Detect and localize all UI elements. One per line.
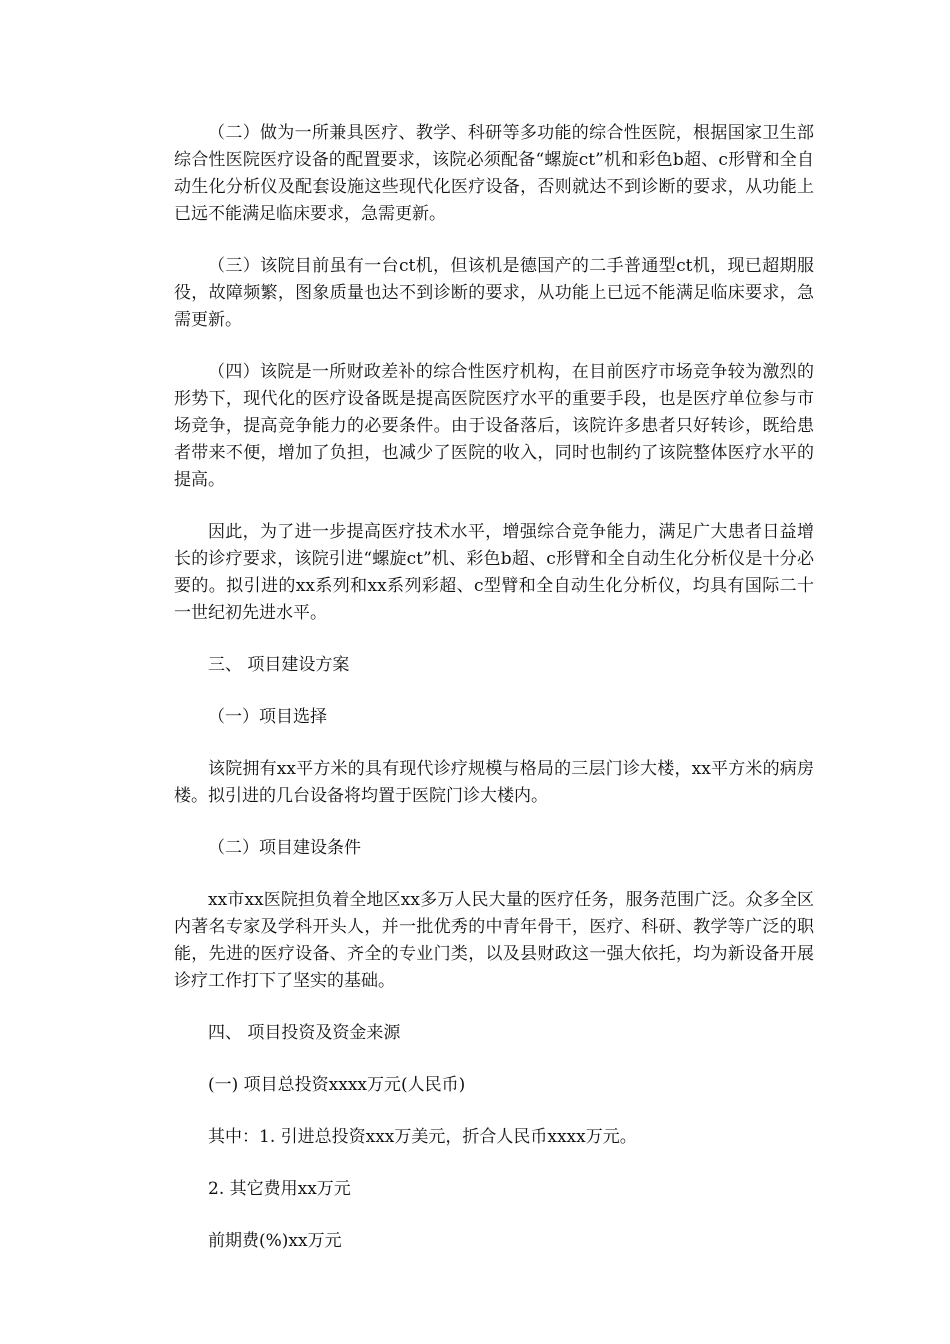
heading-construction-conditions: （二）项目建设条件 bbox=[208, 838, 361, 858]
paragraph-section-4: （四）该院是一所财政差补的综合性医疗机构，在目前医疗市场竞争较为激烈的形势下，现代化的医疗设备既是提高医院医疗水平的重要手段，也是医疗单位参与市场竞争，提高竞争能力的必要条件。由于设备落后，该院许多患者只好转诊，既给患者带来不便，增加了负担，也减少了医院的收入，同时也制约了该院整体医疗水平的提高。 bbox=[174, 362, 814, 490]
paragraph-project-selection: 该院拥有xx平方米的具有现代诊疗规模与格局的三层门诊大楼，xx平方米的病房楼。拟引进的几台设备将均置于医院门诊大楼内。 bbox=[174, 759, 814, 806]
paragraph-section-2: （二）做为一所兼具医疗、教学、科研等多功能的综合性医院，根据国家卫生部综合性医院医疗设备的配置要求，该院必须配备“螺旋ct”机和彩色b超、c形臂和全自动生化分析仪及配套设施这些现代化医疗设备，否则就达不到诊断的要求，从功能上已远不能满足临床要求，急需更新。 bbox=[174, 123, 814, 224]
heading-project-selection: （一）项目选择 bbox=[208, 707, 327, 727]
heading-investment: 四、 项目投资及资金来源 bbox=[208, 1023, 401, 1043]
paragraph-conclusion: 因此，为了进一步提高医疗技术水平，增强综合竞争能力，满足广大患者日益增长的诊疗要求，该院引进“螺旋ct”机、彩色b超、c形臂和全自动生化分析仪是十分必要的。拟引进的xx系列和xx系列彩超、c型臂和全自动生化分析仪，均具有国际二十一世纪初先进水平。 bbox=[174, 522, 814, 623]
paragraph-construction-conditions: xx市xx医院担负着全地区xx多万人民大量的医疗任务，服务范围广泛。众多全区内著名专家及学科开头人，并一批优秀的中青年骨干，医疗、科研、教学等广泛的职能，先进的医疗设备、齐全的专业门类，以及县财政这一强大依托，均为新设备开展诊疗工作打下了坚实的基础。 bbox=[174, 890, 814, 991]
paragraph-section-3: （三）该院目前虽有一台ct机，但该机是德国产的二手普通型ct机，现已超期服役，故障频繁，图象质量也达不到诊断的要求，从功能上已远不能满足临床要求，急需更新。 bbox=[174, 256, 814, 330]
line-preliminary-costs: 前期费(%)xx万元 bbox=[208, 1231, 342, 1251]
line-other-costs: 2. 其它费用xx万元 bbox=[208, 1179, 351, 1199]
line-import-investment: 其中：1. 引进总投资xxx万美元，折合人民币xxxx万元。 bbox=[208, 1127, 637, 1147]
heading-project-plan: 三、 项目建设方案 bbox=[208, 655, 350, 675]
line-total-investment: (一) 项目总投资xxxx万元(人民币) bbox=[208, 1075, 466, 1095]
document-body bbox=[174, 120, 814, 1280]
